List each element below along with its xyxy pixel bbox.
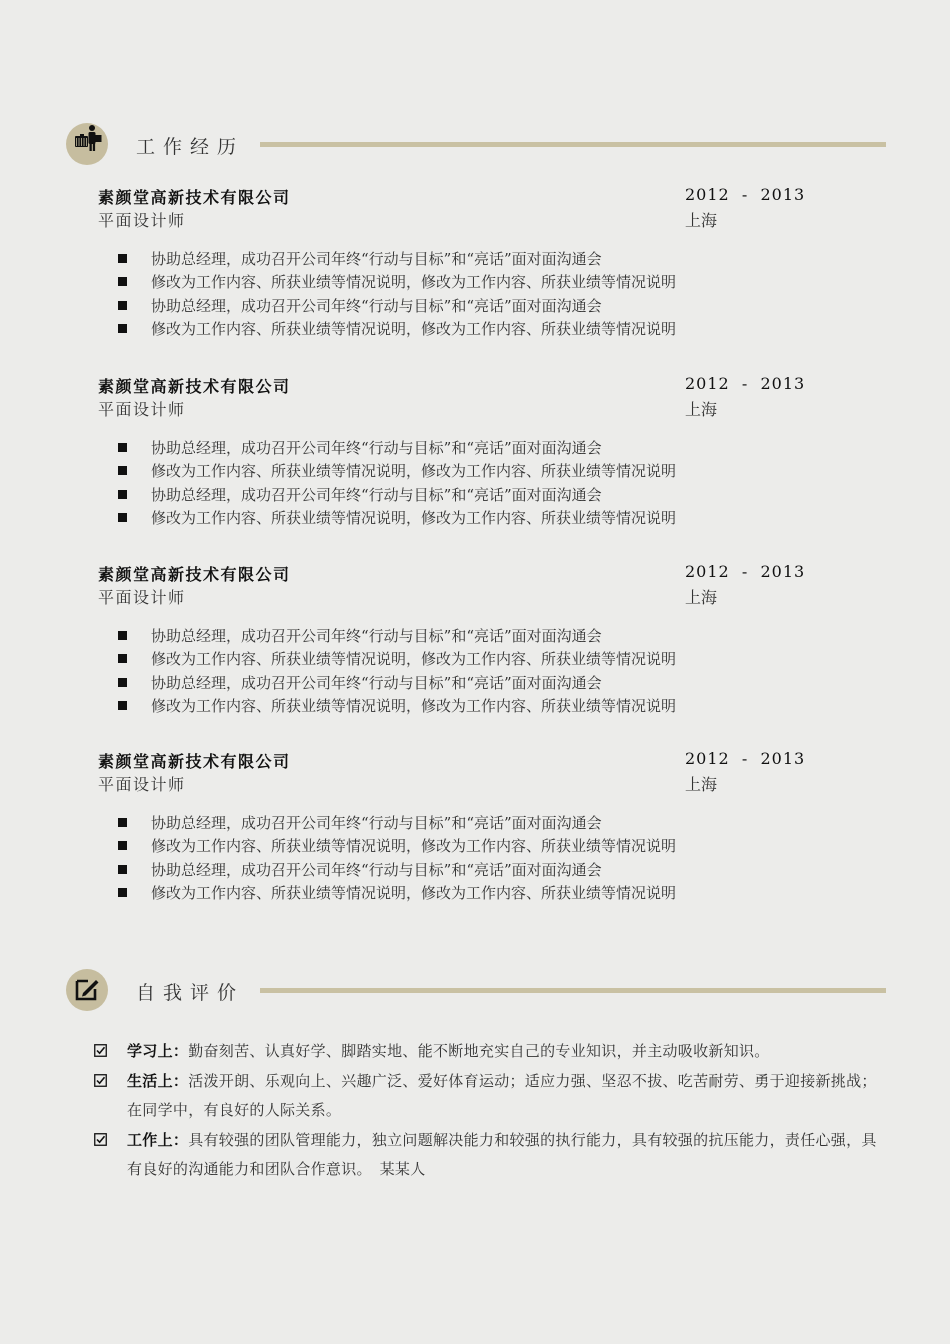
evaluation-label: 学习上： xyxy=(127,1042,189,1060)
self-evaluation-list xyxy=(94,1037,884,1185)
job-bullet: 协助总经理，成功召开公司年终“行动与目标”和“亮话”面对面沟通会 xyxy=(118,295,676,318)
job-city: 上海 xyxy=(685,211,718,230)
job-bullet: 协助总经理，成功召开公司年终“行动与目标”和“亮话”面对面沟通会 xyxy=(118,625,676,648)
square-bullet-icon xyxy=(118,301,127,310)
job-dates: 2012 - 2013 xyxy=(685,562,806,581)
evaluation-text: 活泼开朗、乐观向上、兴趣广泛、爱好体育运动；适应力强、坚忍不拔、吃苦耐劳、勇于迎接新挑战；在同学中，有良好的人际关系。 xyxy=(127,1071,877,1119)
job-bullet: 协助总经理，成功召开公司年终“行动与目标”和“亮话”面对面沟通会 xyxy=(118,859,676,882)
job-bullet-list xyxy=(118,625,676,718)
square-bullet-icon xyxy=(118,701,127,710)
evaluation-label: 工作上： xyxy=(127,1130,189,1149)
job-bullet-list xyxy=(118,437,676,530)
person-briefcase-icon xyxy=(66,123,108,165)
self-evaluation-header xyxy=(66,969,886,1011)
job-bullet: 修改为工作内容、所获业绩等情况说明，修改为工作内容、所获业绩等情况说明 xyxy=(118,695,676,718)
square-bullet-icon xyxy=(118,324,127,333)
job-city: 上海 xyxy=(685,775,718,794)
square-bullet-icon xyxy=(118,841,127,850)
evaluation-text: 具有较强的团队管理能力，独立问题解决能力和较强的执行能力，具有较强的抗压能力，责任心强，具有良好的沟通能力和团队合作意识。 某某人 xyxy=(127,1130,877,1178)
job-bullet: 协助总经理，成功召开公司年终“行动与目标”和“亮话”面对面沟通会 xyxy=(118,248,676,271)
square-bullet-icon xyxy=(118,818,127,827)
work-experience-header xyxy=(66,123,886,165)
job-title: 平面设计师 xyxy=(98,211,186,230)
self-evaluation-title: 自我评价 xyxy=(136,982,245,1004)
section-divider xyxy=(260,142,886,147)
job-title: 平面设计师 xyxy=(98,400,186,419)
job-city: 上海 xyxy=(685,400,718,419)
edit-icon xyxy=(66,969,108,1011)
job-bullet: 修改为工作内容、所获业绩等情况说明，修改为工作内容、所获业绩等情况说明 xyxy=(118,507,676,530)
work-experience-title: 工作经历 xyxy=(136,136,245,158)
job-entry xyxy=(98,749,818,909)
square-bullet-icon xyxy=(118,443,127,452)
job-entry xyxy=(98,185,818,345)
job-bullet: 修改为工作内容、所获业绩等情况说明，修改为工作内容、所获业绩等情况说明 xyxy=(118,318,676,341)
job-bullet: 协助总经理，成功召开公司年终“行动与目标”和“亮话”面对面沟通会 xyxy=(118,484,676,507)
job-bullet: 修改为工作内容、所获业绩等情况说明，修改为工作内容、所获业绩等情况说明 xyxy=(118,835,676,858)
job-dates: 2012 - 2013 xyxy=(685,374,806,393)
job-bullet: 协助总经理，成功召开公司年终“行动与目标”和“亮话”面对面沟通会 xyxy=(118,437,676,460)
job-bullet: 修改为工作内容、所获业绩等情况说明，修改为工作内容、所获业绩等情况说明 xyxy=(118,271,676,294)
evaluation-item xyxy=(94,1037,884,1067)
evaluation-label: 生活上： xyxy=(127,1071,189,1090)
job-bullet: 修改为工作内容、所获业绩等情况说明，修改为工作内容、所获业绩等情况说明 xyxy=(118,460,676,483)
section-divider xyxy=(260,988,886,993)
job-dates: 2012 - 2013 xyxy=(685,749,806,768)
square-bullet-icon xyxy=(118,277,127,286)
job-title: 平面设计师 xyxy=(98,588,186,607)
square-bullet-icon xyxy=(118,631,127,640)
square-bullet-icon xyxy=(118,513,127,522)
job-bullet: 协助总经理，成功召开公司年终“行动与目标”和“亮话”面对面沟通会 xyxy=(118,672,676,695)
job-company: 素颜堂高新技术有限公司 xyxy=(98,565,291,584)
square-bullet-icon xyxy=(118,865,127,874)
checkbox-checked-icon xyxy=(94,1074,107,1087)
square-bullet-icon xyxy=(118,490,127,499)
square-bullet-icon xyxy=(118,466,127,475)
job-bullet: 协助总经理，成功召开公司年终“行动与目标”和“亮话”面对面沟通会 xyxy=(118,812,676,835)
job-entry xyxy=(98,562,818,722)
square-bullet-icon xyxy=(118,654,127,663)
job-company: 素颜堂高新技术有限公司 xyxy=(98,188,291,207)
job-company: 素颜堂高新技术有限公司 xyxy=(98,377,291,396)
evaluation-item xyxy=(94,1067,884,1126)
evaluation-item xyxy=(94,1126,884,1185)
job-title: 平面设计师 xyxy=(98,775,186,794)
job-city: 上海 xyxy=(685,588,718,607)
evaluation-text: 勤奋刻苦、认真好学、脚踏实地、能不断地充实自己的专业知识，并主动吸收新知识。 xyxy=(188,1042,770,1060)
job-bullet-list xyxy=(118,812,676,905)
square-bullet-icon xyxy=(118,678,127,687)
job-bullet-list xyxy=(118,248,676,341)
job-bullet: 修改为工作内容、所获业绩等情况说明，修改为工作内容、所获业绩等情况说明 xyxy=(118,882,676,905)
checkbox-checked-icon xyxy=(94,1044,107,1057)
checkbox-checked-icon xyxy=(94,1133,107,1146)
job-entry xyxy=(98,374,818,534)
square-bullet-icon xyxy=(118,254,127,263)
job-bullet: 修改为工作内容、所获业绩等情况说明，修改为工作内容、所获业绩等情况说明 xyxy=(118,648,676,671)
job-dates: 2012 - 2013 xyxy=(685,185,806,204)
square-bullet-icon xyxy=(118,888,127,897)
job-company: 素颜堂高新技术有限公司 xyxy=(98,752,291,771)
